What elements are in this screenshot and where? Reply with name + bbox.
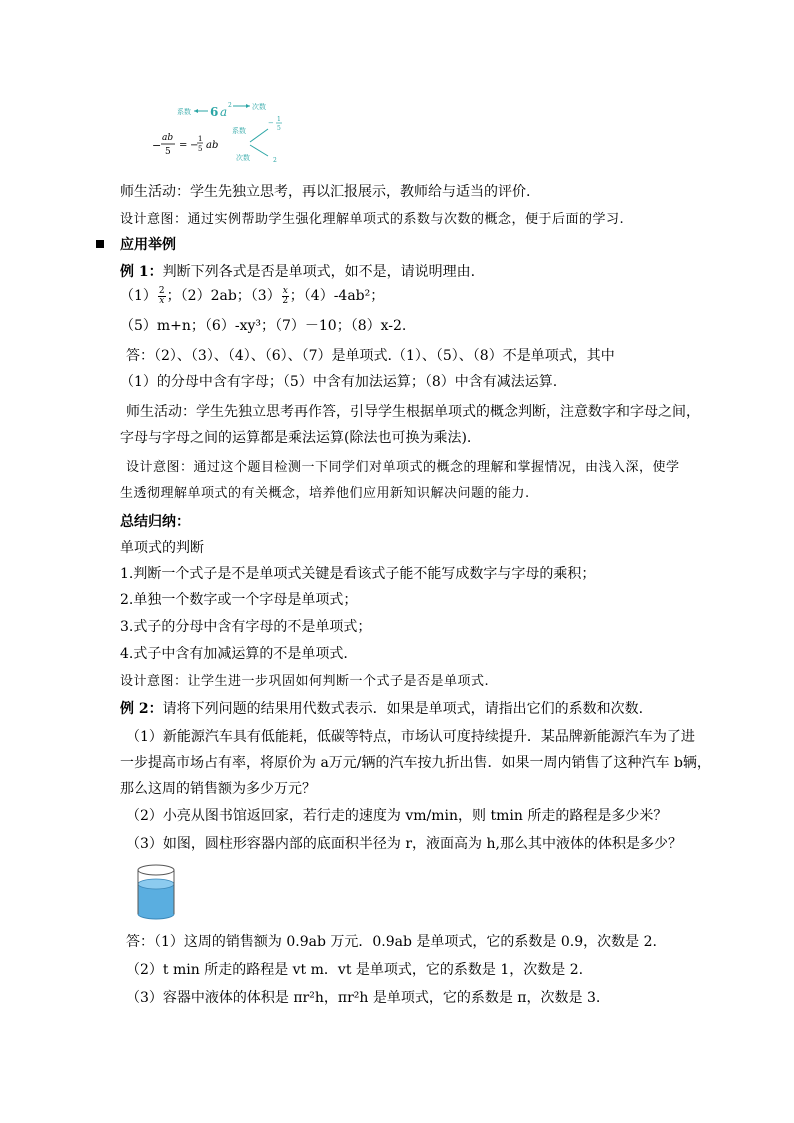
branch-line-up xyxy=(250,129,268,142)
diagram-label-degree: 次数 xyxy=(236,154,250,162)
fraction-x-over-2 xyxy=(282,287,289,306)
summary-subtitle: 单项式的判断 xyxy=(120,540,204,556)
rhs-num: 1 xyxy=(198,135,203,143)
example-2-q1-line1: （1）新能源汽车具有低能耗，低碳等特点，市场认可度持续提升．某品牌新能源汽车为了进 xyxy=(126,729,695,745)
liquid-surface xyxy=(138,879,174,889)
teacher-activity-1: 师生活动：学生先独立思考，再以汇报展示，教师给与适当的评价. xyxy=(120,184,531,200)
cylinder-figure xyxy=(136,864,176,920)
diagram-label-degree-top: 次数 xyxy=(252,103,266,111)
example-1-title: 例 1： xyxy=(120,264,163,280)
example-1-text: 判断下列各式是否是单项式，如不是，请说明理由. xyxy=(162,264,476,280)
example-2-text: 请将下列问题的结果用代数式表示．如果是单项式，请指出它们的系数和次数. xyxy=(162,701,644,717)
design-intent-2-line2: 生透彻理解单项式的有关概念，培养他们应用新知识解决问题的能力. xyxy=(120,486,530,501)
arrow-head xyxy=(194,109,198,113)
monomial-diagram xyxy=(150,96,290,168)
example-2-title: 例 2： xyxy=(120,701,163,717)
example-1-items-line2: （5）m+n；（6）-xy³；（7）－10；（8）x-2. xyxy=(120,318,407,334)
example-2-q1-line2: 一步提高市场占有率，将原价为 a万元/辆的汽车按九折出售．如果一周内销售了这种汽车 b辆， xyxy=(120,755,711,771)
lhs-den: 5 xyxy=(165,147,171,157)
degree-val: 2 xyxy=(273,157,277,164)
rhs-neg: − xyxy=(190,140,199,151)
branch-line-down xyxy=(250,145,268,156)
design-intent-2-line1: 设计意图：通过这个题目检测一下同学们对单项式的概念的理解和掌握情况，由浅入深，使学 xyxy=(126,460,680,475)
summary-item-4: 4.式子中含有加减运算的不是单项式. xyxy=(120,646,348,662)
answer-2-a1: 答：（1）这周的销售额为 0.9ab 万元．0.9ab 是单项式，它的系数是 0.9，次数是 2. xyxy=(126,934,657,950)
answer-2-a3: （3）容器中液体的体积是 πr²h，πr²h 是单项式，它的系数是 π，次数是 3. xyxy=(126,990,601,1006)
example-2-q3: （3）如图，圆柱形容器内部的底面积半径为 r，液面高为 h,那么其中液体的体积是多少？ xyxy=(126,836,682,852)
example-2-question xyxy=(120,699,684,719)
coef-val-den: 5 xyxy=(277,125,281,132)
diagram-label-coef-top: 系数 xyxy=(177,108,191,116)
separator: ； xyxy=(166,288,181,304)
diagram-svg xyxy=(150,96,290,168)
cylinder-svg xyxy=(136,864,176,920)
summary-title: 总结归纳： xyxy=(120,514,190,530)
frac-num: x xyxy=(282,285,288,296)
coef-val-num: 1 xyxy=(277,116,281,123)
item-4: ；（4）-4ab²； xyxy=(289,288,385,304)
lhs-num: ab xyxy=(162,133,174,143)
eq-sign: = xyxy=(179,140,188,151)
rhs-den: 5 xyxy=(198,145,203,153)
design-intent-3: 设计意图：让学生进一步巩固如何判断一个式子是否是单项式. xyxy=(120,674,490,689)
summary-item-1: 1.判断一个式子是不是单项式关键是看该式子能不能写成数字与字母的乘积； xyxy=(120,566,596,582)
rhs-var: ab xyxy=(206,140,219,151)
teacher-activity-2-line2: 字母与字母之间的运算都是乘法运算(除法也可换为乘法). xyxy=(120,430,472,446)
cylinder-rim xyxy=(138,865,174,875)
answer-2-a2: （2）t min 所走的路程是 vt m．vt 是单项式，它的系数是 1，次数是 2. xyxy=(126,962,584,978)
frac-num: 2 xyxy=(158,285,165,296)
diagram-coef-top: 6 xyxy=(210,105,219,119)
answer-1-line1: 答：（2）、（3）、（4）、（6）、（7）是单项式.（1）、（5）、（8）不是单项式，其中 xyxy=(126,348,615,364)
answer-1-line2: （1）的分母中含有字母；（5）中含有加法运算；（8）中含有减法运算. xyxy=(120,374,558,390)
diagram-label-coef: 系数 xyxy=(232,127,246,135)
item-2: （2）2ab； xyxy=(180,288,251,304)
teacher-activity-2-line1: 师生活动：学生先独立思考再作答，引导学生根据单项式的概念判断，注意数字和字母之间， xyxy=(126,404,700,420)
arrow-head xyxy=(246,104,250,108)
example-1-question xyxy=(120,262,684,282)
section-title: 应用举例 xyxy=(120,237,176,253)
item-1-label: （1） xyxy=(120,288,157,304)
example-2-q1-line3: 那么这周的销售额为多少万元？ xyxy=(120,781,316,797)
item-3-label: （3） xyxy=(250,288,281,304)
summary-item-2: 2.单独一个数字或一个字母是单项式； xyxy=(120,592,358,608)
section-bullet xyxy=(96,240,104,248)
frac-den: x xyxy=(159,295,165,306)
lhs-neg: − xyxy=(152,139,162,152)
frac-den: 2 xyxy=(282,295,289,306)
diagram-var-top: a xyxy=(220,105,228,119)
summary-item-3: 3.式子的分母中含有字母的不是单项式； xyxy=(120,619,372,635)
design-intent-1: 设计意图：通过实例帮助学生强化理解单项式的系数与次数的概念，便于后面的学习. xyxy=(120,212,625,227)
fraction-2-over-x xyxy=(158,287,166,306)
coef-val-neg: − xyxy=(268,119,274,127)
example-1-items-line1 xyxy=(120,286,684,306)
example-2-q2: （2）小亮从图书馆返回家，若行走的速度为 vm/min，则 tmin 所走的路程是多少米？ xyxy=(126,808,668,824)
diagram-exp-top: 2 xyxy=(228,102,232,109)
